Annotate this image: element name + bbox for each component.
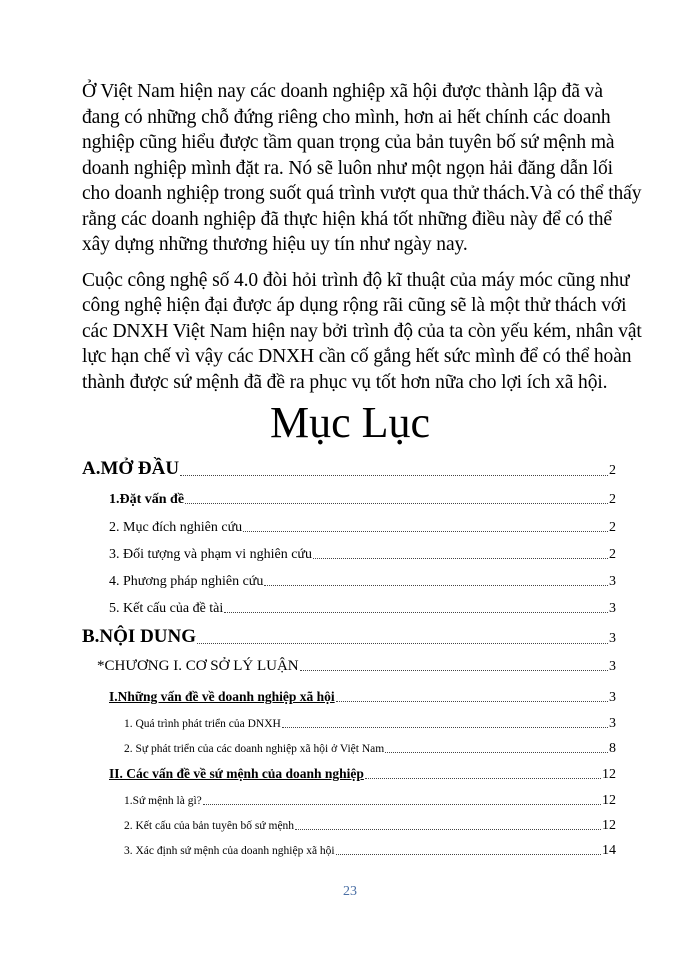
paragraph-1: Ở Việt Nam hiện nay các doanh nghiệp xã hội được thành lập đã và đang có những chỗ đứng riêng cho mình, hơn ai hết chính các doanh nghiệp cũng hiểu được tầm quan trọng của bản tuyên bố sứ mệnh mà doanh nghiệp mình đặt ra. Nó sẽ luôn như một ngọn hải đăng dẫn lối cho doanh nghiệp trong suốt quá trình vượt qua thử thách.Và có thể thấy rằng các doanh nghiệp đã thực hiện khá tốt những điều này để có thể xây dựng những thương hiệu uy tín như ngày nay. [82, 81, 642, 255]
toc-entry-1-1[interactable] [124, 716, 616, 732]
toc-entry-doi-tuong[interactable] [109, 547, 616, 563]
toc-entry-2-3[interactable] [124, 843, 616, 859]
toc-entry-label: 5. Kết cấu của đề tài [109, 601, 224, 616]
toc-entry-mo-dau[interactable] [82, 458, 616, 480]
toc-entry-label: 3. Xác định sứ mệnh của doanh nghiệp xã hội [124, 845, 335, 857]
toc-entry-label: 2. Mục đích nghiên cứu [109, 520, 243, 535]
toc-entry-page: 12 [602, 818, 616, 833]
toc-leader-dots [336, 854, 601, 855]
toc-entry-page: 2 [609, 463, 616, 478]
toc-entry-page: 3 [609, 690, 616, 705]
toc-leader-dots [282, 727, 608, 728]
toc-leader-dots [197, 643, 608, 644]
toc-leader-dots [385, 752, 608, 753]
toc-entry-page: 12 [602, 793, 616, 808]
toc-entry-page: 3 [609, 574, 616, 589]
toc-entry-label: 1. Quá trình phát triển của DNXH [124, 718, 281, 730]
toc-entry-dat-van-de[interactable] [109, 492, 616, 508]
toc-entry-2-1[interactable] [124, 793, 616, 809]
toc-entry-label: 1.Sứ mệnh là gì? [124, 795, 202, 807]
toc-entry-phuong-phap[interactable] [109, 574, 616, 590]
toc-entry-section-2[interactable] [109, 766, 616, 783]
paragraph-2: Cuộc công nghệ số 4.0 đòi hỏi trình độ kĩ thuật của máy móc cũng như công nghệ hiện đại được áp dụng rộng rãi cũng sẽ là một thử thách với các DNXH Việt Nam hiện nay bởi trình độ của ta còn yếu kém, nhân vật lực hạn chế vì vậy các DNXH cần cố gắng hết sức mình để có thể hoàn thành được sứ mệnh đã đề ra phục vụ tốt hơn nữa cho lợi ích xã hội. [82, 269, 642, 393]
toc-entry-page: 3 [609, 716, 616, 731]
toc-entry-2-2[interactable] [124, 818, 616, 834]
toc-leader-dots [203, 804, 601, 805]
toc-leader-dots [185, 503, 608, 504]
toc-entry-label: B.NỘI DUNG [82, 626, 197, 647]
body-text [82, 79, 642, 395]
toc-leader-dots [300, 670, 608, 671]
toc-entry-page: 3 [609, 601, 616, 616]
toc-entry-chuong-1[interactable] [97, 658, 616, 675]
toc-entry-page: 2 [609, 492, 616, 507]
toc-entry-label: 1.Đặt vấn đề [109, 492, 185, 507]
toc-entry-ket-cau[interactable] [109, 601, 616, 617]
toc-entry-label: A.MỞ ĐẦU [82, 458, 180, 479]
toc-leader-dots [243, 531, 608, 532]
toc-leader-dots [336, 701, 608, 702]
toc-entry-page: 2 [609, 547, 616, 562]
toc-leader-dots [313, 558, 608, 559]
toc-entry-label: II. Các vấn đề về sứ mệnh của doanh nghiệp [109, 766, 364, 781]
toc-entry-label: I.Những vấn đề về doanh nghiệp xã hội [109, 689, 335, 704]
toc-entry-label: *CHƯƠNG I. CƠ SỞ LÝ LUẬN [97, 658, 299, 674]
toc-entry-1-2[interactable] [124, 741, 616, 757]
toc-entry-noi-dung[interactable] [82, 626, 616, 648]
toc-entry-label: 4. Phương pháp nghiên cứu [109, 574, 264, 589]
toc-leader-dots [295, 829, 601, 830]
toc-entry-muc-dich[interactable] [109, 520, 616, 536]
toc-leader-dots [224, 612, 608, 613]
toc-entry-page: 3 [609, 631, 616, 646]
toc-entry-section-1[interactable] [109, 689, 616, 706]
toc-leader-dots [365, 778, 601, 779]
toc-entry-label: 2. Kết cấu của bản tuyên bố sứ mệnh [124, 820, 295, 832]
toc-title: Mục Lục [269, 398, 431, 447]
toc-leader-dots [264, 585, 608, 586]
toc-entry-page: 12 [602, 767, 616, 782]
toc-entry-label: 3. Đối tượng và phạm vi nghiên cứu [109, 547, 312, 562]
toc-entry-page: 14 [602, 843, 616, 858]
toc-entry-page: 2 [609, 520, 616, 535]
toc-entry-label: 2. Sự phát triển của các doanh nghiệp xã hội ở Việt Nam [124, 743, 385, 755]
page-number: 23 [343, 884, 357, 899]
toc-entry-page: 8 [609, 741, 616, 756]
toc-entry-page: 3 [609, 659, 616, 674]
toc-leader-dots [180, 475, 608, 476]
